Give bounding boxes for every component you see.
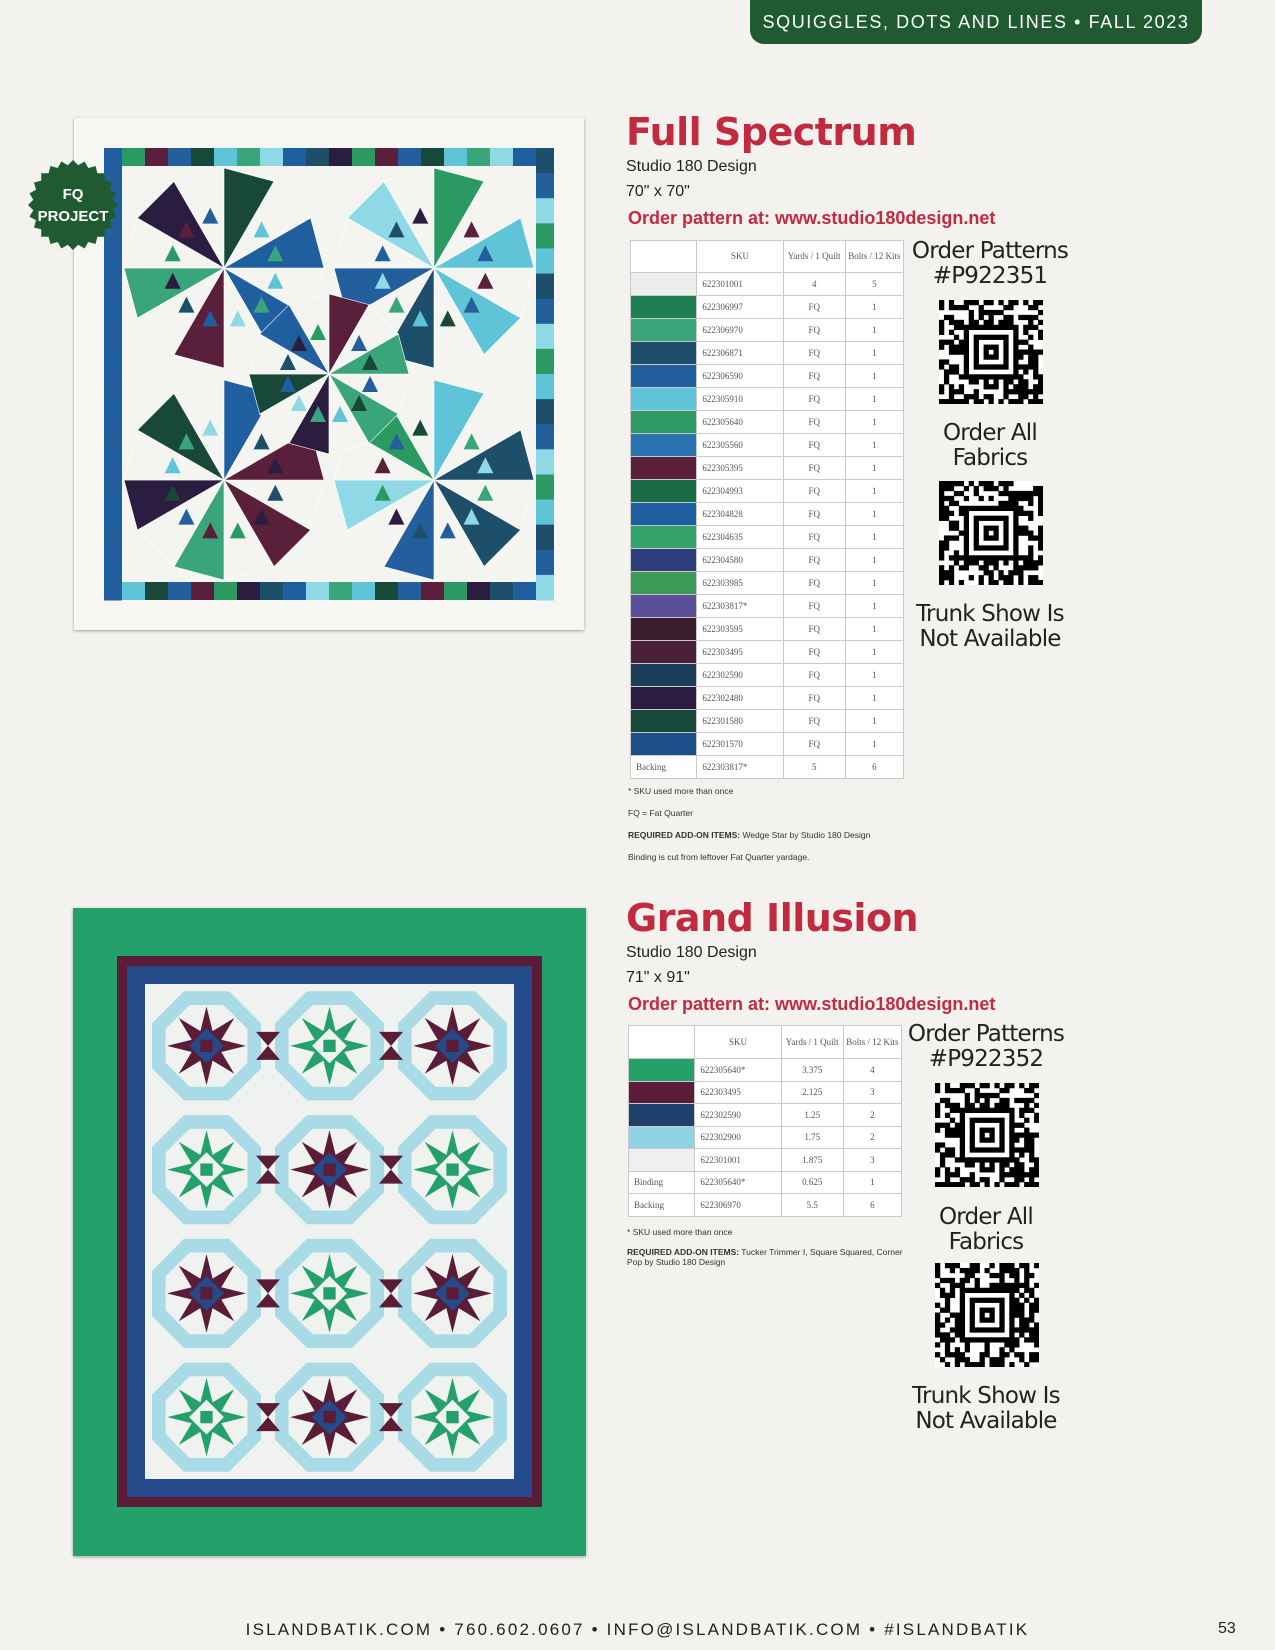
fabric-swatch — [631, 273, 697, 296]
table-row — [631, 618, 904, 641]
sku-cell: 622301570 — [697, 733, 783, 756]
badge-line1: FQ — [62, 186, 84, 203]
table-row — [631, 388, 904, 411]
fabric-swatch — [631, 319, 697, 342]
table-row — [631, 319, 904, 342]
table-row — [629, 1059, 902, 1082]
trunk-show-line1: Trunk Show Is — [916, 601, 1064, 627]
yards-cell: FQ — [783, 434, 845, 457]
trunk-show-line1: Trunk Show Is — [912, 1383, 1060, 1409]
fabric-swatch — [629, 1104, 695, 1127]
note-text: FQ = Fat Quarter — [628, 808, 693, 818]
bolts-cell: 1 — [845, 595, 903, 618]
note-bold: REQUIRED ADD-ON ITEMS: — [628, 830, 741, 840]
sku-cell: 622303817* — [697, 595, 783, 618]
table-row — [631, 457, 904, 480]
yards-cell: FQ — [783, 733, 845, 756]
project-size: 71" x 91" — [626, 969, 690, 986]
note-line — [627, 1247, 917, 1267]
fabrics-text: Fabrics — [948, 1229, 1024, 1255]
pattern-qr-code-icon[interactable] — [935, 1083, 1039, 1187]
fabrics-qr-code-icon[interactable] — [935, 1263, 1039, 1367]
bolts-cell: 6 — [845, 756, 903, 779]
order-patterns-text: Order Patterns — [911, 238, 1069, 264]
bolts-cell: 4 — [843, 1059, 901, 1082]
swatch-header — [631, 241, 697, 273]
yards-cell: 1.25 — [781, 1104, 843, 1127]
sku-cell: 622301001 — [697, 273, 783, 296]
footer-contact: ISLANDBATIK.COM • 760.602.0607 • INFO@ISLANDBATIK.COM • #ISLANDBATIK — [245, 1620, 1030, 1639]
fabric-swatch — [629, 1126, 695, 1149]
full-spectrum-quilt-image — [74, 118, 584, 630]
trunk-show-line2: Not Available — [919, 626, 1061, 652]
sku-cell: 622306970 — [697, 319, 783, 342]
sku-cell: 622305640 — [697, 411, 783, 434]
fabric-swatch: Binding — [629, 1171, 695, 1194]
sku-cell: 622304580 — [697, 549, 783, 572]
yards-cell: FQ — [783, 365, 845, 388]
grand-illusion-quilt-art — [73, 908, 586, 1556]
pattern-number: #P922351 — [932, 263, 1048, 289]
sku-cell: 622302900 — [695, 1126, 781, 1149]
order-all-fabrics-label — [906, 1205, 1066, 1255]
trunk-show-label — [906, 1384, 1066, 1434]
fabric-swatch — [631, 733, 697, 756]
note-text: Tucker Trimmer I, Square Squared, Corner Pop by Studio 180 Design — [627, 1247, 903, 1267]
project-designer: Studio 180 Design — [626, 944, 757, 961]
sku-header: SKU — [697, 241, 783, 273]
sku-cell: 622302480 — [697, 687, 783, 710]
fabric-swatch — [631, 664, 697, 687]
fabric-swatch — [631, 342, 697, 365]
note-line — [628, 786, 928, 796]
note-text: Wedge Star by Studio 180 Design — [740, 830, 871, 840]
table-row — [631, 526, 904, 549]
yards-cell: 1.75 — [781, 1126, 843, 1149]
table-row — [631, 480, 904, 503]
note-text: * SKU used more than once — [627, 1227, 733, 1237]
yards-cell: FQ — [783, 296, 845, 319]
bolts-cell: 1 — [845, 710, 903, 733]
bolts-cell: 1 — [845, 457, 903, 480]
sku-cell: 622302590 — [697, 664, 783, 687]
fabric-swatch — [631, 365, 697, 388]
project-size: 70" x 70" — [626, 183, 690, 200]
fabric-swatch — [631, 526, 697, 549]
table-row — [631, 710, 904, 733]
project-designer: Studio 180 Design — [626, 158, 757, 175]
yards-cell: 5.5 — [781, 1194, 843, 1217]
sku-cell: 622306997 — [697, 296, 783, 319]
table-row — [631, 342, 904, 365]
sku-cell: 622301580 — [697, 710, 783, 733]
sku-cell: 622304828 — [697, 503, 783, 526]
yards-cell: FQ — [783, 595, 845, 618]
table-row — [631, 664, 904, 687]
yards-cell: FQ — [783, 549, 845, 572]
order-all-text: Order All — [939, 1204, 1033, 1230]
grand-illusion-quilt-image — [73, 908, 586, 1556]
yards-cell: FQ — [783, 342, 845, 365]
yards-cell: 0.625 — [781, 1171, 843, 1194]
table-row — [631, 411, 904, 434]
table-row — [631, 273, 904, 296]
note-line — [628, 830, 928, 840]
order-patterns-label — [906, 1022, 1066, 1072]
bolts-cell: 1 — [845, 733, 903, 756]
fabric-swatch — [631, 549, 697, 572]
bolts-cell: 1 — [845, 296, 903, 319]
note-line — [627, 1227, 917, 1237]
bolts-cell: 1 — [845, 342, 903, 365]
bolts-cell: 1 — [845, 572, 903, 595]
badge-line2: PROJECT — [37, 208, 109, 225]
note-line — [628, 808, 928, 818]
order-pattern-link[interactable]: Order pattern at: www.studio180design.net — [628, 994, 996, 1014]
order-all-text: Order All — [943, 420, 1037, 446]
yards-cell: FQ — [783, 503, 845, 526]
pattern-qr-code-icon[interactable] — [939, 300, 1043, 404]
table-row — [631, 595, 904, 618]
note-line — [628, 852, 928, 862]
table-row — [631, 296, 904, 319]
table-row — [629, 1126, 902, 1149]
sku-cell: 622303817* — [697, 756, 783, 779]
sku-header: SKU — [695, 1026, 781, 1059]
sku-cell: 622303495 — [697, 641, 783, 664]
bolts-cell: 5 — [845, 273, 903, 296]
sku-cell: 622305395 — [697, 457, 783, 480]
yards-cell: 3.375 — [781, 1059, 843, 1082]
table-notes — [628, 786, 928, 874]
bolts-cell: 1 — [845, 641, 903, 664]
order-patterns-text: Order Patterns — [907, 1021, 1065, 1047]
fabric-swatch — [631, 710, 697, 733]
fabric-swatch — [631, 480, 697, 503]
fabric-swatch — [631, 296, 697, 319]
table-row — [629, 1194, 902, 1217]
yards-cell: FQ — [783, 526, 845, 549]
fabric-swatch — [631, 457, 697, 480]
sku-cell: 622305640* — [695, 1171, 781, 1194]
sku-cell: 622304993 — [697, 480, 783, 503]
table-row — [629, 1171, 902, 1194]
swatch-header — [629, 1026, 695, 1059]
fabric-swatch — [631, 572, 697, 595]
table-row — [631, 733, 904, 756]
bolts-cell: 1 — [845, 687, 903, 710]
fabric-swatch: Backing — [631, 756, 697, 779]
bolts-cell: 1 — [843, 1171, 901, 1194]
yards-cell: 4 — [783, 273, 845, 296]
yards-cell: FQ — [783, 710, 845, 733]
table-notes — [627, 1227, 917, 1277]
yards-cell: 1.875 — [781, 1149, 843, 1172]
fabric-table — [628, 1025, 902, 1217]
fabrics-qr-code-icon[interactable] — [939, 481, 1043, 585]
header-text: SQUIGGLES, DOTS AND LINES • FALL 2023 — [762, 11, 1190, 32]
project-title: Full Spectrum — [626, 110, 917, 154]
header-banner — [750, 0, 1202, 44]
table-row — [631, 549, 904, 572]
fabric-swatch — [629, 1149, 695, 1172]
yards-cell: FQ — [783, 572, 845, 595]
note-bold: REQUIRED ADD-ON ITEMS: — [627, 1247, 740, 1257]
page-number: 53 — [1218, 1620, 1236, 1637]
sku-cell: 622303495 — [695, 1081, 781, 1104]
table-row — [631, 641, 904, 664]
yards-cell: FQ — [783, 457, 845, 480]
fq-project-badge — [28, 160, 118, 250]
sku-cell: 622302590 — [695, 1104, 781, 1127]
fabric-swatch — [631, 388, 697, 411]
sku-cell: 622303985 — [697, 572, 783, 595]
table-row — [629, 1081, 902, 1104]
sku-cell: 622306970 — [695, 1194, 781, 1217]
note-text: Binding is cut from leftover Fat Quarter yardage. — [628, 852, 810, 862]
yards-cell: FQ — [783, 388, 845, 411]
sku-cell: 622303595 — [697, 618, 783, 641]
table-row — [631, 572, 904, 595]
table-row — [631, 365, 904, 388]
bolts-header: Bolts / 12 Kits — [845, 241, 903, 273]
table-row — [631, 756, 904, 779]
bolts-cell: 1 — [845, 411, 903, 434]
fabric-swatch — [631, 595, 697, 618]
fabric-swatch — [631, 503, 697, 526]
note-text: * SKU used more than once — [628, 786, 734, 796]
bolts-cell: 6 — [843, 1194, 901, 1217]
project-title: Grand Illusion — [626, 896, 919, 940]
yards-header: Yards / 1 Quilt — [783, 241, 845, 273]
sku-cell: 622305640* — [695, 1059, 781, 1082]
bolts-cell: 1 — [845, 618, 903, 641]
bolts-cell: 1 — [845, 434, 903, 457]
bolts-cell: 3 — [843, 1081, 901, 1104]
trunk-show-line2: Not Available — [915, 1408, 1057, 1434]
fabrics-text: Fabrics — [952, 445, 1028, 471]
bolts-cell: 1 — [845, 503, 903, 526]
fabric-swatch: Backing — [629, 1194, 695, 1217]
order-all-fabrics-label — [910, 421, 1070, 471]
full-spectrum-quilt-art — [74, 118, 584, 630]
table-row — [629, 1149, 902, 1172]
yards-cell: FQ — [783, 411, 845, 434]
fabric-swatch — [631, 618, 697, 641]
sku-cell: 622306590 — [697, 365, 783, 388]
yards-cell: 2.125 — [781, 1081, 843, 1104]
bolts-cell: 1 — [845, 526, 903, 549]
table-row — [631, 687, 904, 710]
bolts-cell: 1 — [845, 480, 903, 503]
yards-cell: FQ — [783, 480, 845, 503]
bolts-cell: 1 — [845, 319, 903, 342]
yards-cell: FQ — [783, 319, 845, 342]
yards-cell: FQ — [783, 664, 845, 687]
yards-header: Yards / 1 Quilt — [781, 1026, 843, 1059]
fabric-table — [630, 240, 904, 779]
fabric-swatch — [631, 411, 697, 434]
table-row — [631, 503, 904, 526]
sku-cell: 622304635 — [697, 526, 783, 549]
bolts-cell: 1 — [845, 549, 903, 572]
order-patterns-label — [910, 239, 1070, 289]
sku-cell: 622306871 — [697, 342, 783, 365]
bolts-cell: 1 — [845, 388, 903, 411]
bolts-cell: 2 — [843, 1126, 901, 1149]
table-row — [631, 434, 904, 457]
fabric-swatch — [629, 1059, 695, 1082]
yards-cell: 5 — [783, 756, 845, 779]
fabric-swatch — [629, 1081, 695, 1104]
bolts-cell: 1 — [845, 365, 903, 388]
sku-cell: 622305910 — [697, 388, 783, 411]
sku-cell: 622305560 — [697, 434, 783, 457]
yards-cell: FQ — [783, 687, 845, 710]
bolts-cell: 1 — [845, 664, 903, 687]
table-row — [629, 1104, 902, 1127]
fabric-swatch — [631, 687, 697, 710]
fabric-swatch — [631, 434, 697, 457]
bolts-cell: 3 — [843, 1149, 901, 1172]
fabric-swatch — [631, 641, 697, 664]
trunk-show-label — [910, 602, 1070, 652]
yards-cell: FQ — [783, 641, 845, 664]
bolts-cell: 2 — [843, 1104, 901, 1127]
pattern-number: #P922352 — [928, 1046, 1044, 1072]
bolts-header: Bolts / 12 Kits — [843, 1026, 901, 1059]
sku-cell: 622301001 — [695, 1149, 781, 1172]
yards-cell: FQ — [783, 618, 845, 641]
order-pattern-link[interactable]: Order pattern at: www.studio180design.net — [628, 208, 996, 228]
